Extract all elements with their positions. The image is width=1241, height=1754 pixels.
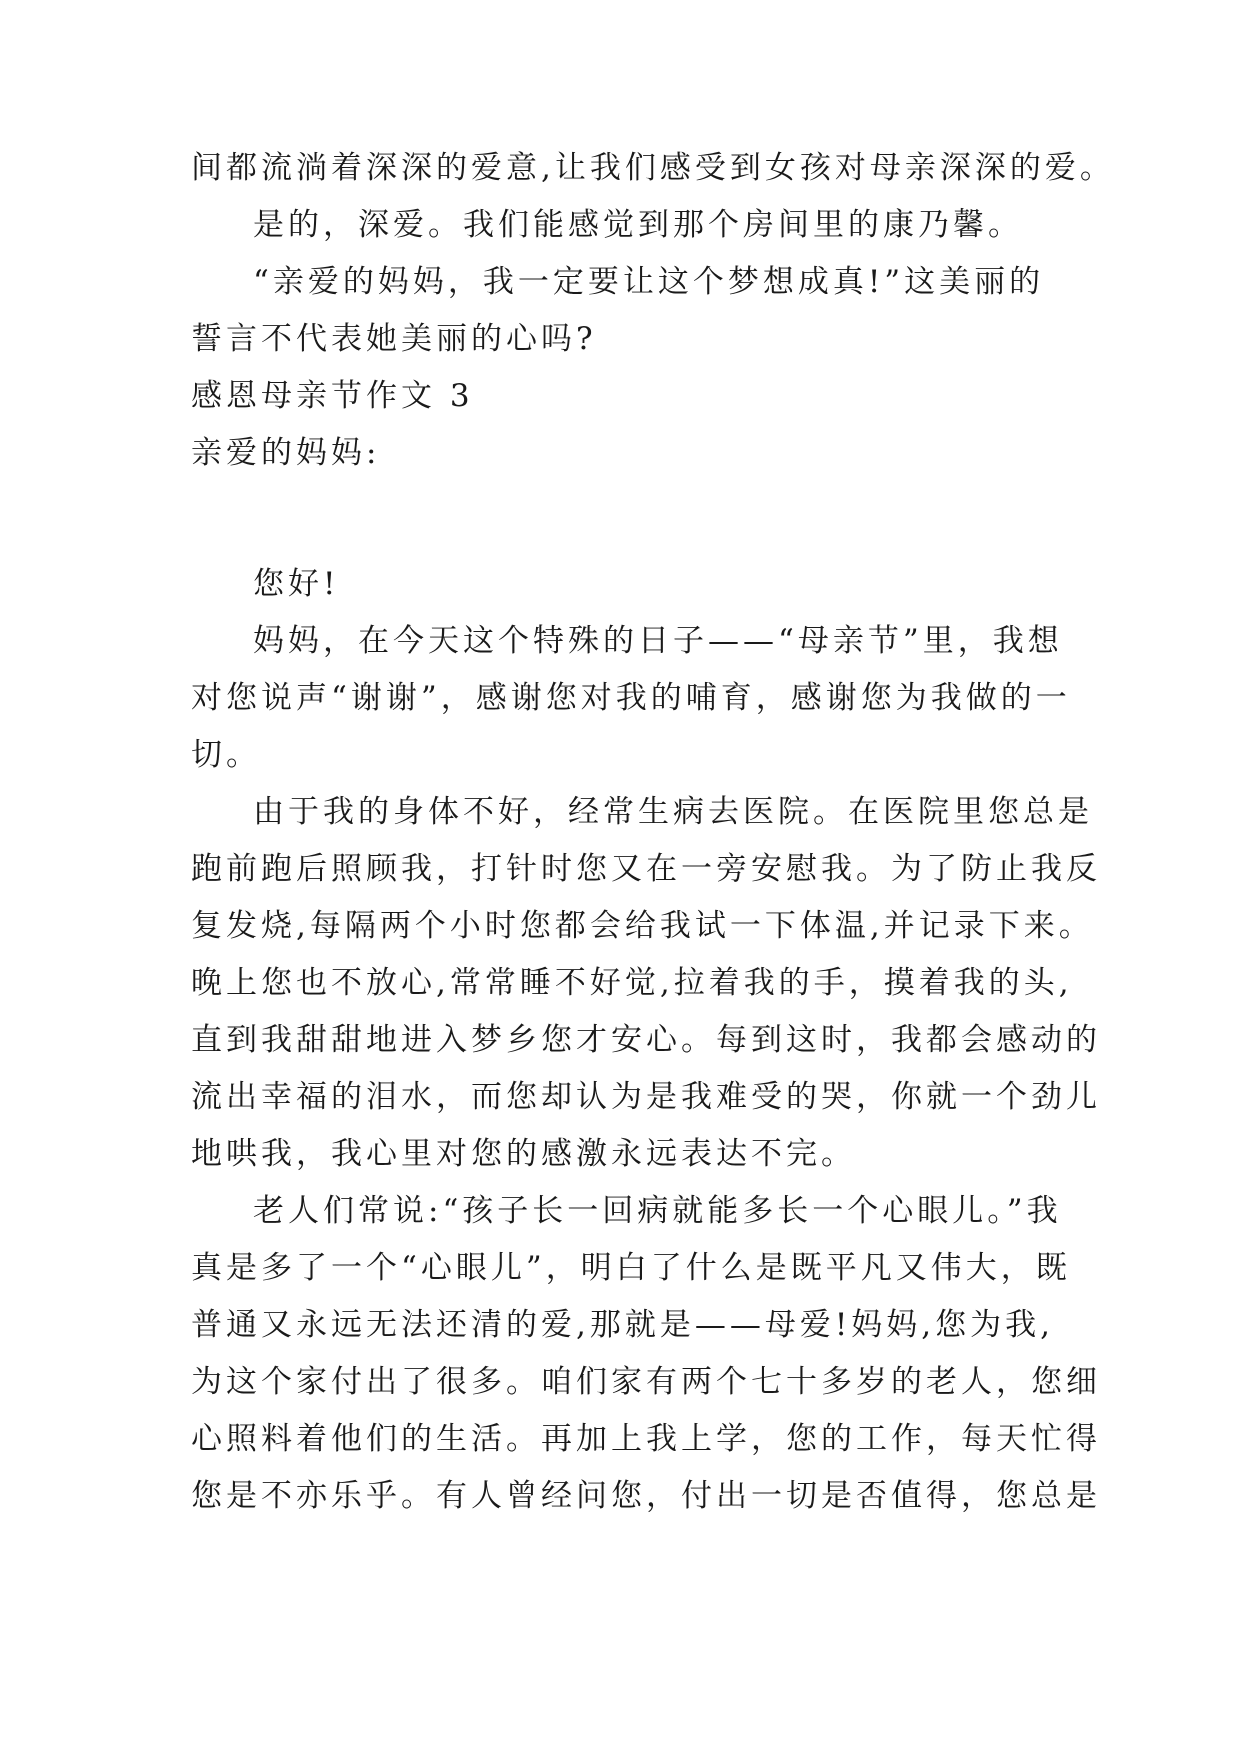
paragraph-continuation-line: 间都流淌着深深的爱意,让我们感受到女孩对母亲深深的爱。 <box>191 150 1115 186</box>
letter-salutation: 亲爱的妈妈: <box>191 435 381 471</box>
paragraph-elders-line: 普通又永远无法还清的爱,那就是——母爱!妈妈,您为我, <box>191 1307 1055 1343</box>
paragraph-elders-line: 老人们常说:“孩子长一回病就能多长一个心眼儿。”我 <box>253 1193 1062 1229</box>
paragraph-elders-line: 真是多了一个“心眼儿”，明白了什么是既平凡又伟大，既 <box>191 1250 1071 1286</box>
text-block-top <box>191 140 1115 482</box>
paragraph-vow-line: 誓言不代表她美丽的心吗? <box>191 321 597 357</box>
letter-greeting: 您好! <box>253 566 340 602</box>
paragraph-vow-line: “亲爱的妈妈，我一定要让这个梦想成真!”这美丽的 <box>253 264 1045 300</box>
paragraph-hospital-line: 直到我甜甜地进入梦乡您才安心。每到这时，我都会感动的 <box>191 1022 1101 1058</box>
paragraph-elders-line: 为这个家付出了很多。咱们家有两个七十多岁的老人，您细 <box>191 1364 1101 1400</box>
paragraph-thanks-line: 切。 <box>191 737 261 773</box>
text-block-letter <box>191 556 1101 1525</box>
paragraph-hospital-line: 流出幸福的泪水，而您却认为是我难受的哭，你就一个劲儿 <box>191 1079 1101 1115</box>
paragraph-elders-line: 心照料着他们的生活。再加上我上学，您的工作，每天忙得 <box>191 1421 1101 1457</box>
paragraph-thanks-line: 对您说声“谢谢”，感谢您对我的哺育，感谢您为我做的一 <box>191 680 1071 716</box>
paragraph-thanks-line: 妈妈，在今天这个特殊的日子——“母亲节”里，我想 <box>253 623 1063 659</box>
essay-title: 感恩母亲节作文 3 <box>191 378 474 414</box>
paragraph-hospital-line: 跑前跑后照顾我，打针时您又在一旁安慰我。为了防止我反 <box>191 851 1101 887</box>
paragraph-hospital-line: 复发烧,每隔两个小时您都会给我试一下体温,并记录下来。 <box>191 908 1094 944</box>
paragraph-elders-line: 您是不亦乐乎。有人曾经问您，付出一切是否值得，您总是 <box>191 1478 1101 1514</box>
paragraph-hospital-line: 晚上您也不放心,常常睡不好觉,拉着我的手，摸着我的头, <box>191 965 1073 1001</box>
paragraph-hospital-line: 地哄我，我心里对您的感激永远表达不完。 <box>191 1136 856 1172</box>
paragraph-deep-love: 是的，深爱。我们能感觉到那个房间里的康乃馨。 <box>253 207 1023 243</box>
paragraph-hospital-line: 由于我的身体不好，经常生病去医院。在医院里您总是 <box>253 794 1093 830</box>
